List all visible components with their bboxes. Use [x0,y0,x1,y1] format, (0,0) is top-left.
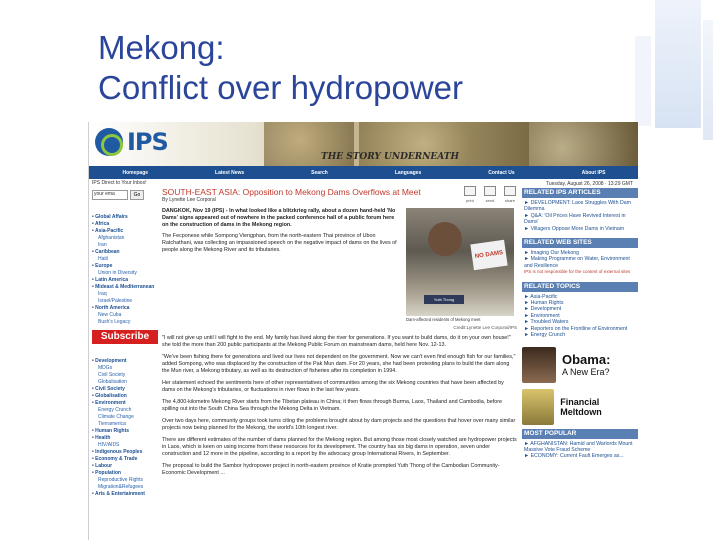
sidebar-submenu-item[interactable]: Iran [98,242,107,248]
related-link[interactable]: ► Imaging Our Mekong [524,250,580,257]
related-link[interactable]: ► Villagers Oppose More Dams in Vietnam [524,225,625,232]
meltdown-photo [522,389,554,425]
related-link[interactable]: ► Q&A: 'Oil Prices Have Revived Interest in Dams' [524,212,626,226]
sidebar-submenu-item[interactable]: Energy Crunch [98,407,132,413]
sidebar-menu-item[interactable]: • Indigenous Peoples [92,449,143,455]
sidebar-menu-item[interactable]: • Global Affairs [92,214,128,220]
related-list [522,248,638,278]
obama-ad[interactable] [522,347,638,383]
most-popular-header: MOST POPULAR [522,429,638,439]
meltdown-ad-text [560,397,638,417]
article-paragraph: The 4,800-kilometre Mekong River starts from the Tibetan plateau in China; it then flows through Burma, Laos, Thailand and Cambodia, before spilling out into the South China Sea through the Mekong Delta in Vietnam. [162,399,502,412]
sidebar-submenu-item[interactable]: Israel/Palestine [98,298,133,304]
article-paragraph: There are different estimates of the number of dams planned for the Mekong region. But among those most closely watched are hydropower projects in Laos, which is keen on using income from these resources for its development. The country has six big dams in operation, seven under construction and 12 more in the pipeline, according to a report by the advocacy group International Rivers, in September. [162,437,517,457]
photo-nameplate: Yuth Thong [424,295,464,304]
sidebar-menu-item[interactable]: • Health [92,435,111,441]
newsletter-heading: IPS Direct to Your Inbox! [92,180,147,186]
sidebar-submenu-item[interactable]: Haiti [98,256,109,262]
sidebar-submenu-item[interactable]: Union in Diversity [98,270,137,276]
region-menu [92,214,162,326]
sidebar-submenu-item[interactable]: Bush's Legacy [98,319,131,325]
envelope-icon [484,186,496,196]
sidebar-menu-item[interactable]: • Development [92,358,127,364]
go-button[interactable]: Go [130,190,144,200]
accent-bar [655,0,701,128]
nav-latest-news[interactable]: Latest News [215,169,245,176]
obama-ad-text [562,353,610,377]
photo-credit: Credit:Lynette Lee Corporal/IPS [453,325,517,330]
article [162,180,517,540]
sidebar-submenu-item[interactable]: New Cuba [98,312,122,318]
most-popular-list [522,439,638,462]
site-tagline: THE STORY UNDERNEATH [321,152,459,162]
photo-person [428,222,462,256]
article-paragraph: "I will not give up until I will fight to the end. My family has lived along the river for generations. If you want to build dams, do it on your own house!" she told the more than 200 public participants at the Mekong Public Forum on mainstream dams, held here Nov. 12-13. [162,335,511,348]
related-link[interactable]: ► Asia-Pacific [524,293,558,300]
slide-title-line2: Conflict over hydropower [98,69,463,106]
sidebar-submenu-item[interactable]: Tierramerica [98,421,126,427]
sidebar-menu-item[interactable]: • Environment [92,400,126,406]
related-link[interactable]: ► Human Rights [524,300,564,307]
sidebar-menu-item[interactable]: • Europe [92,263,113,269]
related-link[interactable]: ► Troubled Waters [524,319,569,326]
related-link[interactable]: ► Energy Crunch [524,332,566,339]
sidebar-submenu-item[interactable]: Migration&Refugees [98,484,144,490]
article-byline: By Lynette Lee Corporal [162,197,216,203]
sidebar-menu-item[interactable]: • Labour [92,463,113,469]
related-link[interactable]: ► Reporters on the Frontline of Environment [524,325,628,332]
lead-paragraph: The Fecponese while Sompong Viengphan, from the north-eastern Thai province of Ubon Ratchathani, was collecting an impassioned speech on the negative impact of dams on the lives of people along the Mekong River and its tributaries. [162,233,397,253]
sidebar-submenu-item[interactable]: MDGs [98,365,113,371]
left-sidebar [92,180,162,540]
related-section-header: RELATED IPS ARTICLES [522,188,638,198]
right-sidebar [522,180,638,540]
sidebar-submenu-item[interactable]: Civil Society [98,372,126,378]
related-sections [522,188,638,341]
ips-webpage-screenshot [88,122,638,540]
ad-subhead: A New Era? [562,366,610,377]
send-tool[interactable]: send [483,186,497,204]
ad-headline: Financial Meltdown [560,396,602,417]
main-nav [89,166,638,179]
sidebar-menu-item[interactable]: • Civil Society [92,386,125,392]
nav-about[interactable]: About IPS [581,169,606,176]
article-headline: SOUTH-EAST ASIA: Opposition to Mekong Dams Overflows at Meet [162,187,421,197]
decorative-accent [625,0,720,150]
obama-photo [522,347,556,383]
photo-sign: NO DAMS [470,240,507,270]
related-section-header: RELATED WEB SITES [522,238,638,248]
email-field[interactable]: your ema [92,190,128,200]
article-photo [406,208,514,316]
newsletter-form [92,190,162,200]
sidebar-menu-item[interactable]: • Economy & Trade [92,456,138,462]
popular-link[interactable]: ► AFGHANISTAN: Hamid and Warlords Mount Massive Vote Fraud Scheme [524,440,633,453]
article-body [162,335,517,477]
nav-languages[interactable]: Languages [394,169,422,176]
lead-paragraph: DANGKOK, Nov 19 (IPS) - In what looked like a blitzkrieg rally, about a dozen hand-held 'No Dams' signs appeared out of nowhere in the packed conference hall of a public forum here on the construction of dams in the Mekong region. [162,208,396,228]
print-icon [464,186,476,196]
related-link[interactable]: ► Development [524,306,562,313]
article-paragraph: The proposal to build the Sambor hydropower project in north-eastern province of Kratie prompted Yuth Thong of the Cambodian Community-Economic Development ... [162,463,500,476]
nav-contact[interactable]: Contact Us [488,169,515,176]
accent-bar [635,36,651,126]
sidebar-submenu-item[interactable]: Iraq [98,291,107,297]
sidebar-menu-item[interactable]: • Human Rights [92,428,130,434]
related-link[interactable]: ► DEVELOPMENT: Laos Struggles With Dam Dilemma [524,200,631,213]
lead-text [162,208,402,322]
sidebar-submenu-item[interactable]: HIV/AIDS [98,442,120,448]
photo-caption: Dam-affected residents of Mekong meet [406,317,481,322]
article-tools [463,186,517,204]
subscribe-button[interactable]: Subscribe [92,330,158,344]
logo-text: IPS [127,128,168,156]
accent-bar [703,20,713,140]
slide-title [98,28,658,108]
nav-search[interactable]: Search [311,169,328,176]
ips-logo[interactable] [95,128,168,156]
related-link[interactable]: ► Making Programme on Water, Environment and Resilience [524,256,630,269]
sidebar-submenu-item[interactable]: Afghanistan [98,235,125,241]
related-section-header: RELATED TOPICS [522,282,638,292]
article-paragraph: "We've been fishing there for generations and lived our lives not dependent on the government. Now we can't even find enough fish for our families," added Sompong, who was displaced by the construction of the Pak Mun dam. For 20 years, she had been protesting plans to build the dam along the Mun river, a Mekong tributary, as well as its destruction of fisheries after its completion in 1994. [162,354,516,374]
sidebar-menu-item[interactable]: • Mideast & Mediterranean [92,284,155,290]
sidebar-menu-item[interactable]: • Caribbean [92,249,120,255]
financial-meltdown-ad[interactable] [522,389,638,425]
sidebar-submenu-item[interactable]: Climate Change [98,414,134,420]
article-photo-block [406,208,514,322]
share-tool[interactable]: share [503,186,517,204]
sidebar-menu-item[interactable]: • Africa [92,221,110,227]
sidebar-menu-item[interactable]: • North America [92,305,130,311]
related-link[interactable]: ► Environment [524,312,560,319]
related-list [522,292,638,341]
banner-photo [529,122,638,166]
sidebar-submenu-item[interactable]: Reproductive Rights [98,477,144,483]
popular-link[interactable]: ► ECONOMY: Current Fault Emerges as... [524,453,624,460]
sidebar-menu-item[interactable]: • Globalisation [92,393,127,399]
slide-title-line1: Mekong: [98,29,225,66]
ips-globe-icon [95,128,123,156]
ad-headline: Obama: [562,351,611,367]
sidebar-submenu-item[interactable]: Globalisation [98,379,127,385]
site-banner [89,122,638,166]
disclaimer-note: IPS is not responsible for the content of external sites [524,269,631,275]
share-icon [504,186,516,196]
related-list [522,198,638,234]
sidebar-menu-item[interactable]: • Population [92,470,121,476]
topic-menu [92,358,162,498]
sidebar-menu-item[interactable]: • Asia-Pacific [92,228,124,234]
nav-homepage[interactable]: Homepage [122,169,149,176]
page-date: Tuesday, August 26, 2008 · 13:29 GMT [546,181,633,187]
article-paragraph: Over two days here, community groups took turns citing the problems brought about by dam projects and the questions that hover over many similar projects now being planned for the Mekong, the world's 10th longest river. [162,418,516,431]
sidebar-menu-item[interactable]: • Latin America [92,277,129,283]
article-paragraph: Her statement echoed the sentiments here of other representatives of communities among the six Mekong countries that have been affected by dams on the Mekong's tributaries, or fluctuations in river flows in the last few years. [162,380,504,393]
sidebar-menu-item[interactable]: • Arts & Entertainment [92,491,145,497]
print-tool[interactable]: print [463,186,477,204]
article-lead [162,208,517,322]
